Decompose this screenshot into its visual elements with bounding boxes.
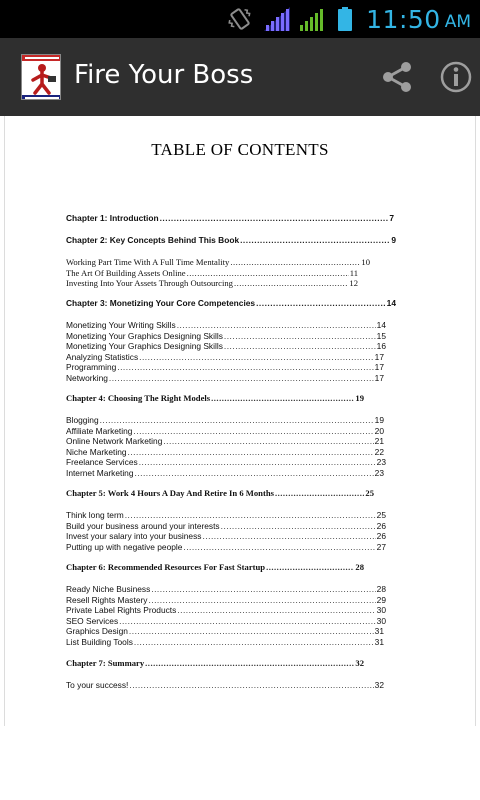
toc-entry-page: 29	[376, 594, 386, 605]
toc-leader	[202, 531, 375, 541]
info-icon	[438, 59, 474, 95]
toc-entry[interactable]	[66, 268, 358, 278]
toc-leader	[224, 341, 376, 351]
toc-entry[interactable]	[66, 595, 386, 605]
toc-entry-label: Private Label Rights Products	[66, 605, 177, 615]
action-bar	[0, 38, 480, 116]
toc-leader	[129, 680, 373, 690]
toc-entry-page: 17	[374, 372, 384, 383]
toc-entry[interactable]	[66, 213, 394, 223]
toc-entry-label: Niche Marketing	[66, 446, 127, 457]
toc-leader	[125, 510, 376, 520]
toc-leader	[139, 457, 376, 467]
toc-entry-label: List Building Tools	[66, 636, 133, 647]
toc-entry-page: 19	[355, 393, 364, 403]
toc-entry-page: 31	[374, 626, 384, 636]
toc-entry[interactable]	[66, 436, 384, 446]
toc-entry-label: Monetizing Your Graphics Designing Skills	[66, 330, 223, 341]
toc-leader	[177, 605, 375, 615]
toc-entry-label: Ready Niche Business	[66, 584, 151, 594]
toc-entry[interactable]	[66, 415, 384, 425]
toc-entry[interactable]	[66, 257, 370, 267]
toc-entry[interactable]	[66, 542, 386, 552]
toc-entry-label: Monetizing Your Graphics Designing Skills	[66, 341, 223, 351]
toc-entry-page: 30	[376, 605, 386, 615]
toc-entry-label: Investing Into Your Assets Through Outsourcing	[66, 278, 233, 288]
toc-entry[interactable]	[66, 468, 384, 478]
toc-leader	[187, 268, 349, 278]
wifi-signal-icon	[260, 5, 294, 33]
toc-entry[interactable]	[66, 352, 384, 362]
toc-leader	[160, 213, 389, 223]
toc-leader	[240, 235, 390, 245]
toc-entry-page: 14	[386, 298, 396, 308]
toc-entry[interactable]	[66, 562, 364, 572]
toc-entry[interactable]	[66, 393, 364, 403]
toc-entry-label: Chapter 4: Choosing The Right Models	[66, 393, 211, 403]
toc-entry-label: Chapter 1: Introduction	[66, 213, 159, 223]
toc-entry-label: Affiliate Marketing	[66, 425, 133, 436]
blank-area	[0, 726, 480, 800]
toc-entry-label: Programming	[66, 362, 117, 372]
toc-leader	[139, 352, 374, 362]
toc-entry-page: 30	[376, 615, 386, 626]
toc-entry-page: 25	[376, 510, 386, 520]
toc-entry[interactable]	[66, 331, 386, 341]
toc-entry-page: 15	[376, 330, 386, 341]
toc-entry-page: 17	[374, 362, 384, 372]
toc-entry-page: 23	[374, 467, 384, 478]
toc-entry-label: Internet Marketing	[66, 467, 134, 478]
toc-entry-page: 27	[376, 541, 386, 552]
toc-leader	[145, 658, 354, 668]
clock-time: 11:50	[366, 4, 441, 34]
toc-entry-label: Online Network Marketing	[66, 436, 163, 446]
toc-entry-page: 11	[349, 267, 358, 278]
toc-entry-label: To your success!	[66, 680, 129, 690]
toc-leader	[134, 637, 374, 647]
toc-entry-label: Think long term	[66, 510, 124, 520]
toc-entry-label: Analyzing Statistics	[66, 351, 139, 362]
toc-entry-page: 23	[376, 457, 386, 467]
toc-entry-label: Resell Rights Mastery	[66, 594, 148, 605]
toc-leader	[275, 488, 364, 498]
status-icons	[226, 0, 480, 38]
toc-entry[interactable]	[66, 488, 374, 498]
toc-entry-page: 26	[376, 531, 386, 541]
toc-entry-label: Graphics Design	[66, 626, 128, 636]
toc-entry[interactable]	[66, 341, 386, 351]
toc-leader	[117, 362, 373, 372]
toc-entry[interactable]	[66, 616, 386, 626]
toc-entry[interactable]	[66, 531, 386, 541]
toc-entry[interactable]	[66, 584, 386, 594]
toc-leader	[133, 426, 373, 436]
toc-leader	[177, 320, 376, 330]
toc-leader	[183, 542, 375, 552]
toc-leader	[224, 331, 376, 341]
toc-entry[interactable]	[66, 521, 386, 531]
toc-entry-page: 16	[376, 341, 386, 351]
toc-entry-page: 32	[374, 680, 384, 690]
toc-entry-label: Monetizing Your Writing Skills	[66, 320, 176, 330]
share-icon	[379, 59, 415, 95]
toc-title: TABLE OF CONTENTS	[151, 140, 329, 159]
toc-entry-label: SEO Services	[66, 615, 119, 626]
status-bar	[0, 0, 480, 38]
toc-entry-page: 9	[391, 235, 396, 245]
toc-entry-label: Blogging	[66, 415, 99, 425]
toc-entry[interactable]	[66, 658, 364, 668]
toc-entry-page: 32	[355, 658, 364, 668]
toc-entry-page: 28	[355, 562, 364, 572]
toc-leader	[234, 278, 348, 288]
toc-leader	[221, 521, 376, 531]
toc-entry-page: 14	[376, 320, 386, 330]
toc-entry-label: Chapter 7: Summary	[66, 658, 145, 668]
document-viewer[interactable]	[0, 116, 480, 726]
cell-signal-icon	[298, 5, 328, 33]
toc-entry-label: Invest your salary into your business	[66, 531, 202, 541]
toc-entry[interactable]	[66, 320, 386, 330]
toc-entry-label: Chapter 2: Key Concepts Behind This Book	[66, 235, 240, 245]
toc-entry-page: 12	[349, 278, 358, 288]
battery-icon	[334, 5, 356, 33]
toc-entry-label: Chapter 6: Recommended Resources For Fast Startup	[66, 562, 266, 572]
toc-leader	[135, 468, 374, 478]
toc-entry[interactable]	[66, 298, 396, 308]
toc-entry-page: 21	[374, 436, 384, 446]
toc-entry-page: 31	[374, 636, 384, 647]
toc-leader	[129, 626, 374, 636]
toc-leader	[128, 447, 374, 457]
toc-entry[interactable]	[66, 457, 386, 467]
toc-entry-page: 28	[376, 584, 386, 594]
toc-entry-label: Freelance Services	[66, 457, 138, 467]
toc-leader	[151, 584, 375, 594]
toc-entry[interactable]	[66, 426, 384, 436]
toc-leader	[163, 436, 373, 446]
toc-entry-label: Build your business around your interests	[66, 520, 220, 531]
toc-entry-page: 7	[389, 213, 394, 223]
toc-entry[interactable]	[66, 605, 386, 615]
app-logo-icon[interactable]	[21, 54, 61, 100]
toc-entry-page: 17	[374, 351, 384, 362]
toc-entry[interactable]	[66, 373, 384, 383]
toc-entry-label: Chapter 3: Monetizing Your Core Competencies	[66, 298, 256, 308]
toc-leader	[211, 393, 354, 403]
toc-entry[interactable]	[66, 626, 384, 636]
toc-entry[interactable]	[66, 235, 396, 245]
toc-entry-label: Working Part Time With A Full Time Mentality	[66, 257, 230, 267]
toc-entry-page: 22	[374, 446, 384, 457]
toc-leader	[256, 298, 386, 308]
toc-entry-label: Networking	[66, 372, 108, 383]
toc-leader	[109, 373, 374, 383]
clock-ampm: AM	[444, 12, 471, 32]
toc-entry-page: 10	[361, 257, 370, 267]
toc-entry-page: 25	[365, 488, 374, 498]
toc-leader	[148, 595, 375, 605]
toc-entry[interactable]	[66, 362, 384, 372]
toc-entry-page: 20	[374, 425, 384, 436]
toc-leader	[100, 415, 374, 425]
toc-entry[interactable]	[66, 278, 358, 288]
toc-entry[interactable]	[66, 510, 386, 520]
toc-entry-page: 26	[376, 520, 386, 531]
share-button[interactable]	[377, 57, 417, 97]
toc-entry-label: Chapter 5: Work 4 Hours A Day And Retire In 6 Months	[66, 488, 274, 498]
toc-entry-label: Putting up with negative people	[66, 541, 183, 552]
toc-leader	[119, 616, 376, 626]
info-button[interactable]	[436, 57, 476, 97]
toc-leader	[230, 257, 360, 267]
toc-entry-label: The Art Of Building Assets Online	[66, 267, 186, 278]
toc-entry-page: 19	[374, 415, 384, 425]
app-title: Fire Your Boss	[74, 60, 254, 90]
toc-entry[interactable]	[66, 680, 384, 690]
vibrate-icon	[226, 5, 254, 33]
toc-leader	[266, 562, 354, 572]
toc-entry[interactable]	[66, 447, 384, 457]
toc-entry[interactable]	[66, 637, 384, 647]
